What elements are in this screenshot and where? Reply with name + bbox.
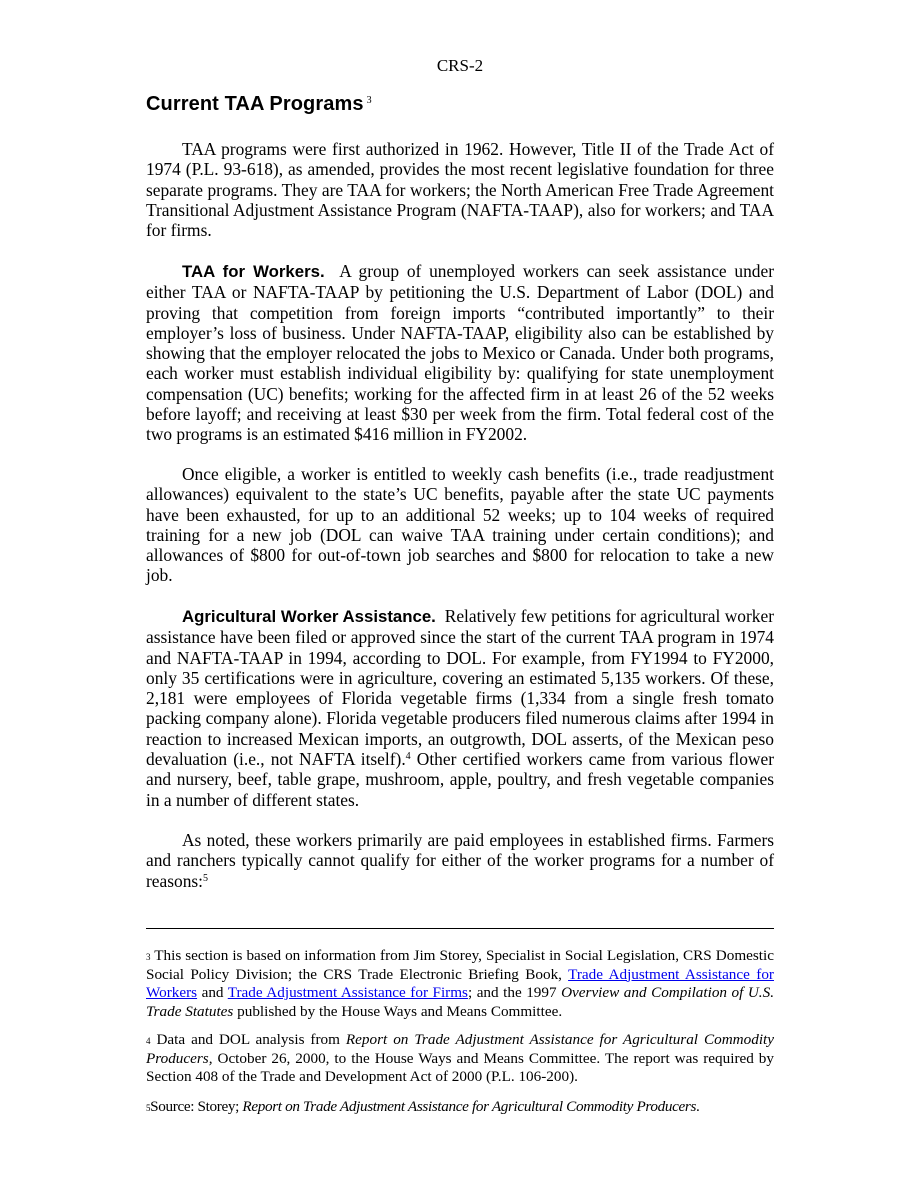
footnote-4-text-a: Data and DOL analysis from [156, 1031, 346, 1048]
footnote-5-title: Report on Trade Adjustment Assistance for Agricultural Commodity Producers [242, 1098, 697, 1115]
footnote-4-number: 4 [146, 1036, 151, 1046]
section-title: Current TAA Programs [146, 93, 364, 115]
footnote-ref-5[interactable]: 5 [203, 872, 208, 884]
footnote-4 [146, 1031, 774, 1087]
footnote-5 [146, 1098, 774, 1117]
link-taa-firms[interactable]: Trade Adjustment Assistance for Firms [227, 984, 468, 1001]
heading-footnote-ref[interactable]: 3 [366, 95, 372, 106]
paragraph-farmers-text: As noted, these workers primarily are paid employees in established firms. Farmers and ranchers typically cannot qualify for either of the worker programs for a number of reasons: [146, 830, 774, 891]
footnote-3-text-d: published by the House Ways and Means Committee. [233, 1002, 563, 1020]
footnote-3-text-b: and [197, 984, 228, 1001]
footnote-5-text-a: Source: Storey; [150, 1098, 243, 1115]
footnote-3-text-c: ; and the 1997 [467, 984, 562, 1001]
footnote-divider [146, 928, 774, 929]
footnote-4-title: Report on Trade Adjustment Assistance for Agricultural Commodity Producers, [146, 1031, 774, 1067]
paragraph-taa-workers [146, 261, 774, 445]
paragraph-taa-workers-text: A group of unemployed workers can seek assistance under either TAA or NAFTA-TAAP by petitioning the U.S. Department of Labor (DOL) and proving that competition from foreign imports “contributed importantly” to their employer’s loss of business. Under NAFTA-TAAP, eligibility also can be established by showing that the employer relocated the jobs to Mexico or Canada. Under both programs, each worker must establish individual eligibility by: qualifying for state unemployment compensation (UC) benefits; working for the affected firm in at least 26 of the 52 weeks before layoff; and receiving at least $30 per week from the firm. Total federal cost of the two programs is an estimated $416 million in FY2002. [146, 261, 774, 445]
paragraph-eligibility-benefits: Once eligible, a worker is entitled to weekly cash benefits (i.e., trade readjustment allowances) equivalent to the state’s UC benefits, payable after the state UC payments have been exhausted, for up to an additional 52 weeks; up to 104 weeks of required training for a new job (DOL can waive TAA training under certain conditions); and allowances of $800 for out-of-town job searches and $800 for relocation to take a new job. [146, 464, 774, 586]
paragraph-agricultural-assistance [146, 606, 774, 810]
footnote-5-number: 5 [146, 1103, 151, 1113]
runin-heading-taa-workers: TAA for Workers. [182, 262, 325, 281]
paragraph-intro: TAA programs were first authorized in 1962. However, Title II of the Trade Act of 1974 (P.L. 93-618), as amended, provides the most recent legislative foundation for three separate programs. They are TAA for workers; the North American Free Trade Agreement Transitional Adjustment Assistance Program (NAFTA-TAAP), also for workers; and TAA for firms. [146, 139, 774, 241]
footnote-3-text-a: This section is based on information from Jim Storey, Specialist in Social Legislation, CRS Domestic Social Policy Division; the CRS Trade Electronic Briefing Book, [146, 947, 774, 983]
footnote-5-text-b: . [696, 1098, 700, 1115]
footnote-4-text-b: October 26, 2000, to the House Ways and Means Committee. The report was required by Section 408 of the Trade and Development Act of 2000 (P.L. 106-200). [146, 1049, 774, 1085]
page-number: CRS-2 [436, 56, 484, 75]
footnote-3-title: Overview and Compilation of U.S. Trade Statutes [146, 984, 774, 1020]
paragraph-agricultural-text-b: Other certified workers came from various flower and nursery, beef, table grape, mushroom, apple, poultry, and fresh vegetable companies in a number of different states. [146, 749, 774, 810]
section-heading [146, 93, 372, 116]
footnote-3-number: 3 [146, 952, 151, 962]
link-taa-workers[interactable]: Trade Adjustment Assistance for Workers [146, 965, 774, 1001]
paragraph-agricultural-text-a: Relatively few petitions for agricultural worker assistance have been filed or approved since the start of the current TAA program in 1974 and NAFTA-TAAP in 1994, according to DOL. For example, from FY1994 to FY2000, only 35 certifications were in agriculture, covering an estimated 5,135 workers. Of these, 2,181 were employees of Florida vegetable firms (1,334 from a single fresh tomato packing company alone). Florida vegetable producers filed numerous claims after 1994 in reaction to increased Mexican imports, an outgrowth, DOL asserts, of the Mexican peso devaluation (i.e., not NAFTA itself). [146, 606, 774, 770]
footnote-ref-4[interactable]: 4 [405, 751, 411, 763]
runin-heading-agricultural: Agricultural Worker Assistance. [182, 607, 436, 626]
footnote-3 [146, 947, 774, 1021]
paragraph-farmers [146, 830, 774, 891]
